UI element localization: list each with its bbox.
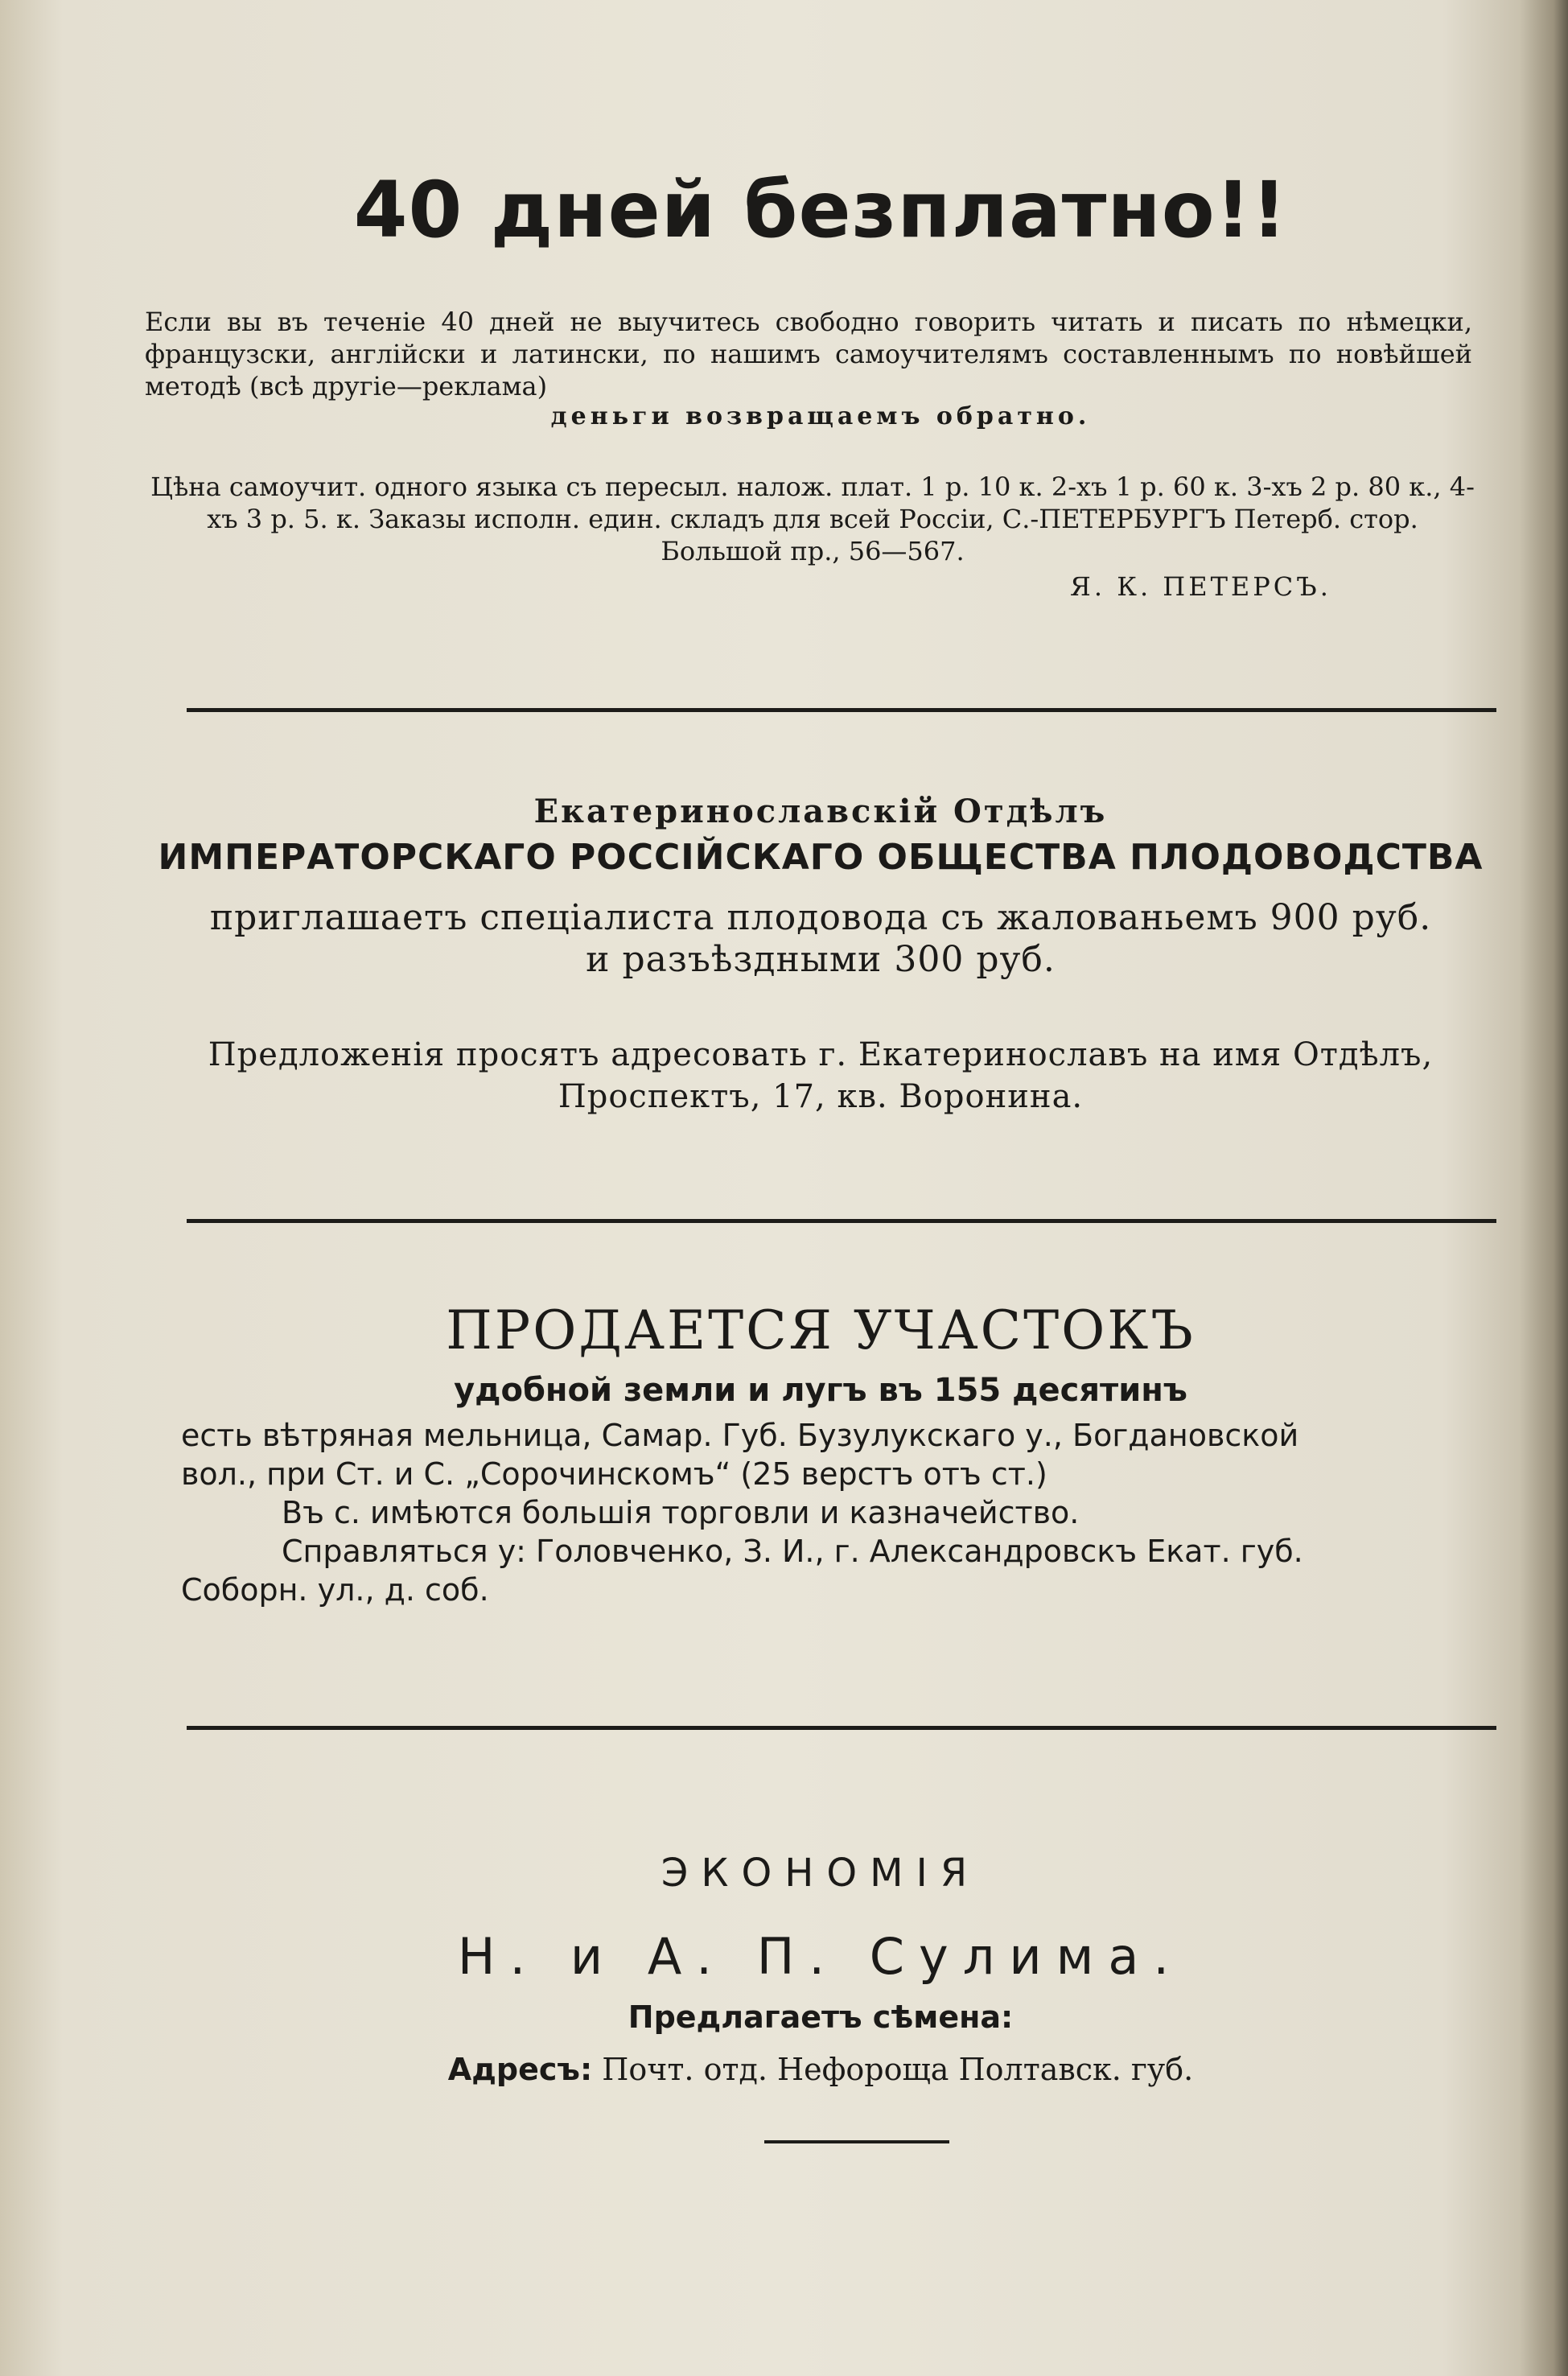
economy-firm: Н. и А. П. Сулима.: [457, 1927, 1184, 1986]
free-trial-signature: Я. К. ПЕТЕРСЪ.: [1070, 571, 1331, 602]
page-edge-shadow: [1520, 0, 1568, 2376]
economy-title: ЭКОНОМІЯ: [661, 1851, 981, 1896]
free-trial-refund: деньги возвращаемъ обратно.: [550, 402, 1091, 430]
free-trial-title: 40 дней безплатно!!: [353, 165, 1288, 255]
land-sale-body: [181, 1416, 1500, 1609]
society-name: ИМПЕРАТОРСКАГО РОССІЙСКАГО ОБЩЕСТВА ПЛОДОВОДСТВА: [158, 837, 1484, 878]
land-sale-line-3: Въ с. имѣются большія торговли и казначейство.: [282, 1495, 1080, 1530]
free-trial-price: Цѣна самоучит. одного языка съ пересыл. налож. плат. 1 р. 10 к. 2-хъ 1 р. 60 к. 3-хъ 2 р. 80 к., 4-хъ 3 р. 5. к. Заказы исполн. един. складъ для всей Россіи, С.-ПЕТЕРБУРГЪ Петерб. стор. Большой пр., 56—567.: [150, 471, 1475, 566]
economy-offer: Предлагаетъ сѣмена:: [628, 1999, 1014, 2035]
society-invite-line-1: приглашаетъ спеціалиста плодовода съ жалованьемъ 900 руб.: [209, 897, 1432, 938]
land-sale-line-4: Справляться у: Головченко, З. И., г. Александровскъ Екат. губ.: [282, 1534, 1303, 1569]
divider-2: [187, 1219, 1496, 1223]
economy-address-value: Почт. отд. Нефороща Полтавск. губ.: [602, 2052, 1194, 2087]
society-proposals-line-1: Предложенія просятъ адресовать г. Екатеринославъ на имя Отдѣлъ,: [208, 1036, 1434, 1073]
society-invite-line-2: и разъѣздными 300 руб.: [586, 939, 1056, 980]
economy-address-label: Адресъ:: [447, 2052, 593, 2087]
end-rule: [764, 2140, 949, 2143]
society-proposals-line-2: Проспектъ, 17, кв. Воронина.: [558, 1078, 1084, 1115]
divider-3: [187, 1726, 1496, 1730]
economy-address: [137, 2052, 1504, 2087]
free-trial-body: Если вы въ теченіе 40 дней не выучитесь свободно говорить читать и писать по нѣмецки, французски, англійски и латински, по нашимъ самоучителямъ составленнымъ по новѣйшей методѣ (всѣ другіе—реклама): [145, 307, 1472, 401]
land-sale-line-5: Соборн. ул., д. соб.: [181, 1572, 489, 1608]
land-sale-title: ПРОДАЕТСЯ УЧАСТОКЪ: [446, 1299, 1196, 1361]
divider-1: [187, 708, 1496, 712]
society-department: Екатеринославскій Отдѣлъ: [533, 793, 1108, 830]
land-sale-line-2: вол., при Ст. и С. „Сорочинскомъ“ (25 верстъ отъ ст.): [181, 1456, 1047, 1492]
land-sale-subtitle: удобной земли и лугъ въ 155 десятинъ: [454, 1372, 1187, 1409]
society-proposals: [137, 1034, 1504, 1118]
society-invite: [137, 897, 1504, 981]
land-sale-line-1: есть вѣтряная мельница, Самар. Губ. Бузулукскаго у., Богдановской: [181, 1418, 1299, 1453]
